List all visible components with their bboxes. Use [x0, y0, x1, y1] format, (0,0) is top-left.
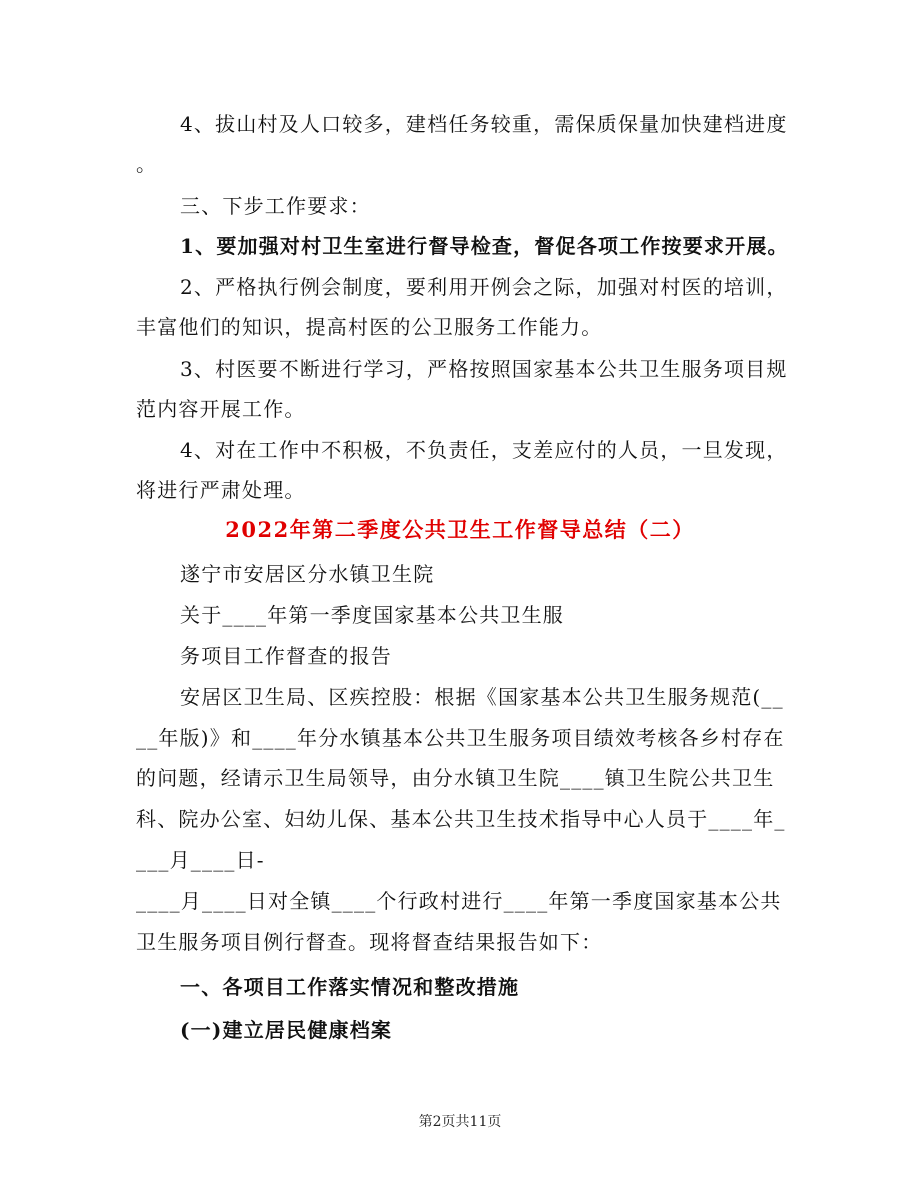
paragraph-line: 2、严格执行例会制度，要利用开例会之际，加强对村医的培训，: [180, 275, 788, 299]
paragraph-line: 卫生服务项目例行督查。现将督查结果报告如下：: [136, 930, 603, 954]
paragraph-line: 的问题，经请示卫生局领导，由分水镇卫生院____镇卫生院公共卫生: [136, 766, 775, 790]
paragraph-line: 3、村医要不断进行学习，严格按照国家基本公共卫生服务项目规: [180, 357, 788, 381]
bold-paragraph-line: 1、要加强对村卫生室进行督导检查，督促各项工作按要求开展。: [180, 234, 789, 258]
paragraph-line: 范内容开展工作。: [136, 397, 306, 421]
paragraph-line: 遂宁市安居区分水镇卫生院: [180, 562, 435, 586]
paragraph-line: 丰富他们的知识，提高村医的公卫服务工作能力。: [136, 315, 603, 339]
section-heading: 一、各项目工作落实情况和整改措施: [180, 975, 520, 999]
page-footer: 第2页共11页: [418, 1114, 502, 1130]
paragraph-line: ____月____日对全镇____个行政村进行____年第一季度国家基本公共: [136, 889, 782, 913]
subsection-heading: (一)建立居民健康档案: [180, 1018, 393, 1042]
paragraph-line: 4、对在工作中不积极，不负责任，支差应付的人员，一旦发现，: [180, 438, 788, 462]
paragraph-line: 安居区卫生局、区疾控股：根据《国家基本公共卫生服务规范(__: [180, 685, 784, 709]
section-title: 2022年第二季度公共卫生工作督导总结（二）: [225, 517, 695, 542]
paragraph-line: 将进行严肃处理。: [136, 478, 306, 502]
section-heading: 三、下步工作要求：: [180, 194, 371, 218]
paragraph-line: ___月____日-: [136, 848, 265, 872]
paragraph-line: 务项目工作督查的报告: [180, 644, 392, 668]
paragraph-line: 科、院办公室、妇幼儿保、基本公共卫生技术指导中心人员于____年_: [136, 807, 786, 831]
paragraph-line: 关于____年第一季度国家基本公共卫生服: [180, 603, 564, 627]
paragraph-line: 4、拔山村及人口较多，建档任务较重，需保质保量加快建档进度: [180, 112, 788, 136]
paragraph-line: __年版)》和____年分水镇基本公共卫生服务项目绩效考核各乡村存在: [136, 726, 785, 750]
paragraph-line: 。: [136, 152, 158, 176]
